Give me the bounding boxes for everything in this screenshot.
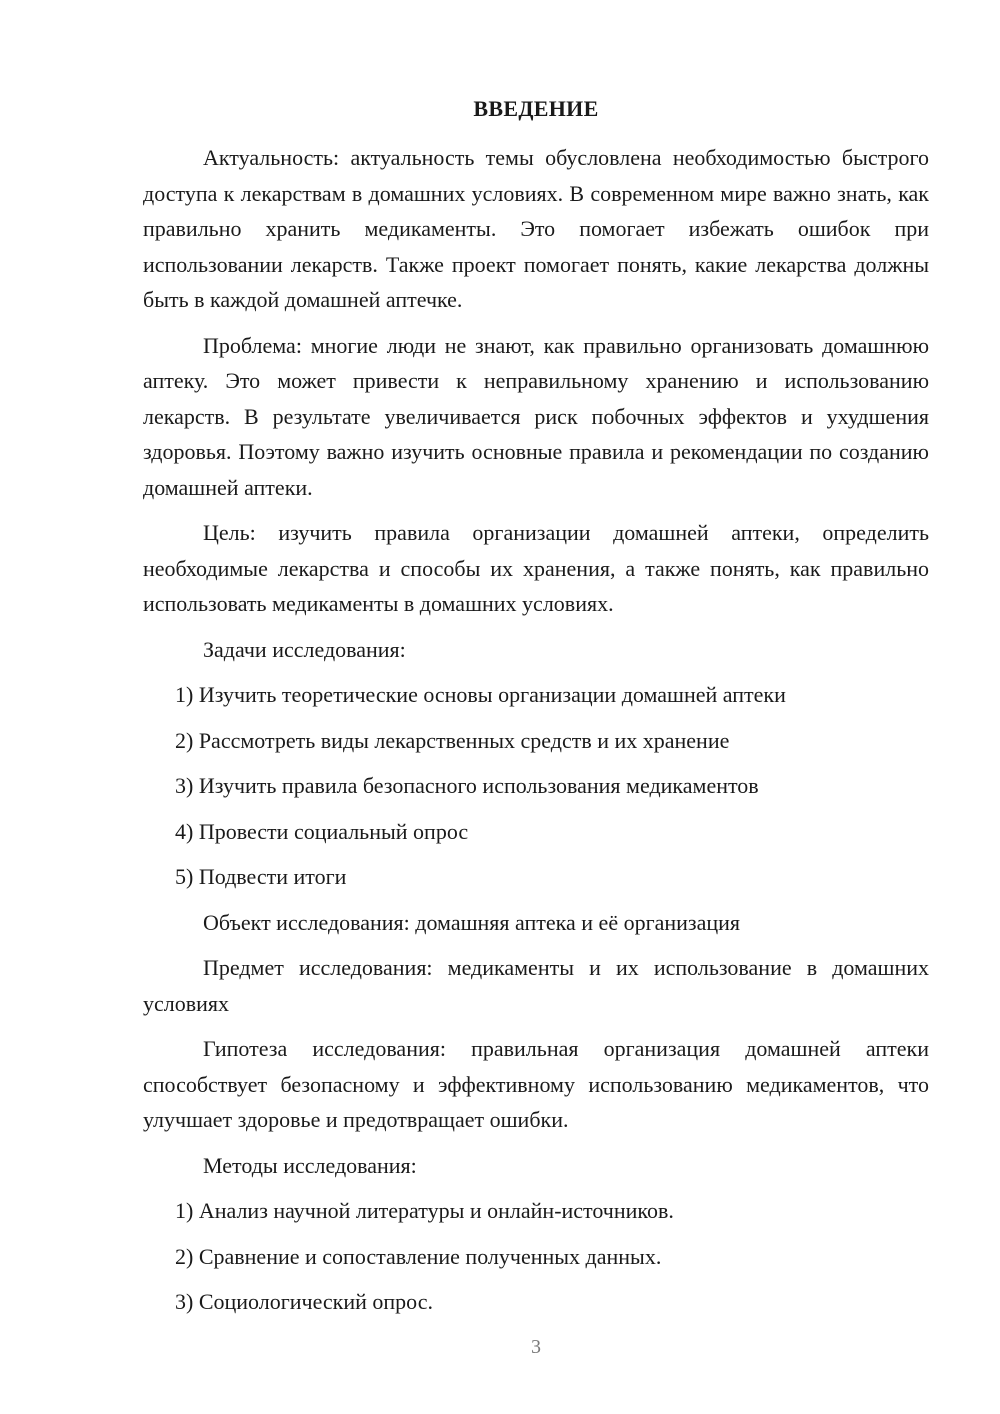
methods-list [143, 1193, 929, 1320]
list-item: 4) Провести социальный опрос [175, 818, 469, 844]
object-paragraph: Объект исследования: домашняя аптека и её организация [203, 909, 741, 935]
subject-paragraph: Предмет исследования: медикаменты и их использование в домашних условиях [143, 955, 929, 1016]
relevance-paragraph: Актуальность: актуальность темы обусловлена необходимостью быстрого доступа к лекарствам в домашних условиях. В современном мире важно знать, как правильно хранить медикаменты. Это помогает избежать ошибок при использовании лекарств. Также проект помогает понять, какие лекарства должны быть в каждой домашней аптечке. [143, 145, 929, 312]
goal-paragraph: Цель: изучить правила организации домашней аптеки, определить необходимые лекарства и способы их хранения, а также понять, как правильно использовать медикаменты в домашних условиях. [143, 520, 929, 616]
document-body [143, 140, 929, 1330]
page-number: 3 [531, 1336, 541, 1358]
tasks-title: Задачи исследования: [203, 636, 406, 662]
list-item: 1) Анализ научной литературы и онлайн-источников. [175, 1198, 674, 1223]
list-item: 2) Рассмотреть виды лекарственных средств и их хранение [175, 727, 730, 753]
problem-paragraph: Проблема: многие люди не знают, как правильно организовать домашнюю аптеку. Это может привести к неправильному хранению и использованию лекарств. В результате увеличивается риск побочных эффектов и ухудшения здоровья. Поэтому важно изучить основные правила и рекомендации по созданию домашней аптеки. [143, 332, 929, 500]
page-title: ВВЕДЕНИЕ [473, 96, 599, 121]
list-item: 3) Социологический опрос. [175, 1289, 433, 1314]
list-item: 5) Подвести итоги [175, 864, 347, 889]
list-item: 3) Изучить правила безопасного использования медикаментов [175, 773, 759, 798]
list-item: 1) Изучить теоретические основы организации домашней аптеки [175, 682, 786, 707]
list-item: 2) Сравнение и сопоставление полученных данных. [175, 1243, 662, 1269]
tasks-list [143, 677, 929, 895]
hypothesis-paragraph: Гипотеза исследования: правильная организация домашней аптеки способствует безопасному и эффективному использованию медикаментов, что улучшает здоровье и предотвращает ошибки. [143, 1036, 929, 1132]
methods-title: Методы исследования: [203, 1152, 417, 1178]
